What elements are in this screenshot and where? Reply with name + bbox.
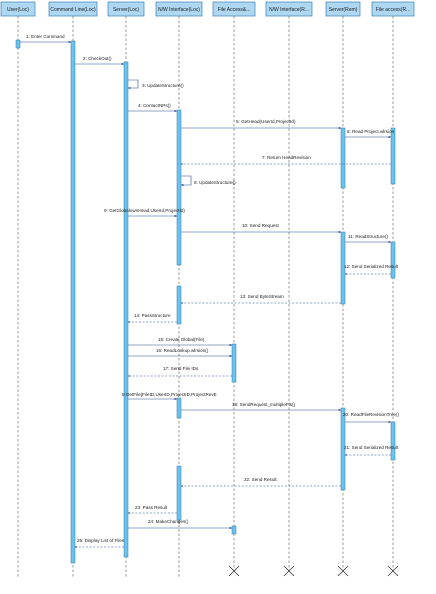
lifeline-header-server-rem[interactable] [326, 2, 360, 16]
activation-bar [177, 110, 181, 265]
message-16[interactable] [128, 348, 232, 356]
message-label: 9: GetGlobalownHead,UserId,ProjectId) [104, 208, 185, 213]
activation-bar [71, 41, 75, 563]
message-label: 12: Send Serialized Result [344, 264, 399, 269]
lifeline-label: File Access&... [217, 7, 251, 13]
lifeline-label: File access(R... [375, 7, 411, 13]
lifeline-label: N/W Interface(Loc) [158, 7, 200, 13]
message-4[interactable] [128, 103, 177, 111]
message-label: 23: Pass Result [135, 505, 168, 510]
message-7[interactable] [181, 155, 391, 164]
activation-bar [391, 422, 395, 460]
message-10[interactable] [181, 223, 341, 232]
message-23[interactable] [128, 505, 177, 513]
message-label: 8: UpdateStructure() [194, 180, 236, 185]
message-25[interactable] [75, 538, 125, 547]
message-label: 9:GetFile(FileID,UserID,ProjectID,ProjectRevE [122, 392, 217, 397]
activation-bar [232, 344, 236, 382]
message-label: 17: Send File IDs [163, 366, 199, 371]
message-21[interactable] [344, 445, 399, 455]
lifeline-header-file-access-rem[interactable] [372, 2, 414, 16]
message-11[interactable] [345, 234, 391, 242]
message-1[interactable] [20, 34, 71, 42]
activation-bar [177, 286, 181, 324]
lifeline-label: Server(Rem) [328, 7, 358, 13]
message-label: 1: Enter Command [26, 34, 65, 39]
message-label: 16: ReadLookup.wlrsion() [156, 348, 209, 353]
message-label: 24: MakeChanges() [148, 519, 189, 524]
message-label: 13: Send ByteStream [240, 294, 284, 299]
lifeline-header-file-access-loc[interactable] [213, 2, 255, 16]
lifeline-header-nw-interface-rem[interactable] [266, 2, 312, 16]
message-12[interactable] [344, 264, 399, 274]
lifeline-label: Command Line(Loc) [50, 7, 96, 13]
activation-bar [391, 242, 395, 278]
message-17[interactable] [128, 366, 232, 376]
message-label: 6: Read Project.wlrsion [347, 129, 395, 134]
message-label: 15: Create Global(File) [158, 337, 205, 342]
message-label: 22: Send Result [244, 477, 277, 482]
message-24[interactable] [128, 519, 232, 528]
lifeline-header-server-loc[interactable] [108, 2, 144, 16]
message-13[interactable] [181, 294, 341, 303]
message-20[interactable] [343, 412, 399, 422]
lifeline-header-command-line-loc[interactable] [49, 2, 97, 16]
message-arrow [128, 80, 138, 88]
lifeline-label: N/W Interface(R... [268, 7, 310, 13]
message-6[interactable] [345, 129, 395, 137]
message-label: 4: ContactNPs() [138, 103, 171, 108]
message-2[interactable] [75, 56, 124, 64]
message-label: 20: ReadFileRevisionTree() [343, 412, 399, 417]
lifeline-header-user-loc[interactable] [1, 2, 35, 16]
message-3[interactable] [128, 80, 184, 88]
message-22[interactable] [181, 477, 341, 486]
activation-bar [341, 128, 345, 188]
message-label: 2: CheckOut() [83, 56, 112, 61]
activation-bar [177, 398, 181, 418]
message-label: 3: UpdateStructure() [142, 83, 184, 88]
lifeline-label: User(Loc) [7, 7, 29, 13]
message-label: 21: Send Serialized Result [344, 445, 399, 450]
message-label: 11: ReadStructure() [348, 234, 388, 239]
message-15[interactable] [128, 337, 232, 345]
message-label: 14: PassStructure [134, 313, 171, 318]
message-label: 25: Display List of Files [77, 538, 125, 543]
activation-bar [16, 40, 20, 48]
message-label: 18: SendRequest_multipleFls() [232, 402, 296, 407]
message-14[interactable] [128, 313, 177, 322]
message-label: 5: GetHead(UserId,ProjectId) [236, 119, 296, 124]
message-5[interactable] [181, 119, 341, 128]
activation-bars [16, 40, 395, 563]
message-label: 10: Send Request [242, 223, 279, 228]
activation-bar [232, 526, 236, 534]
message-get-file[interactable] [122, 392, 217, 399]
lifeline-label: Server(Loc) [112, 7, 140, 13]
message-18[interactable] [181, 402, 341, 410]
message-arrow [181, 176, 191, 185]
lifeline-header-nw-interface-loc[interactable] [156, 2, 202, 16]
activation-bar [124, 62, 128, 557]
message-9[interactable] [104, 208, 185, 216]
activation-bar [177, 466, 181, 520]
message-label: 7: Return HeadRevision [262, 155, 311, 160]
message-8[interactable] [181, 176, 236, 185]
activation-bar [391, 128, 395, 184]
